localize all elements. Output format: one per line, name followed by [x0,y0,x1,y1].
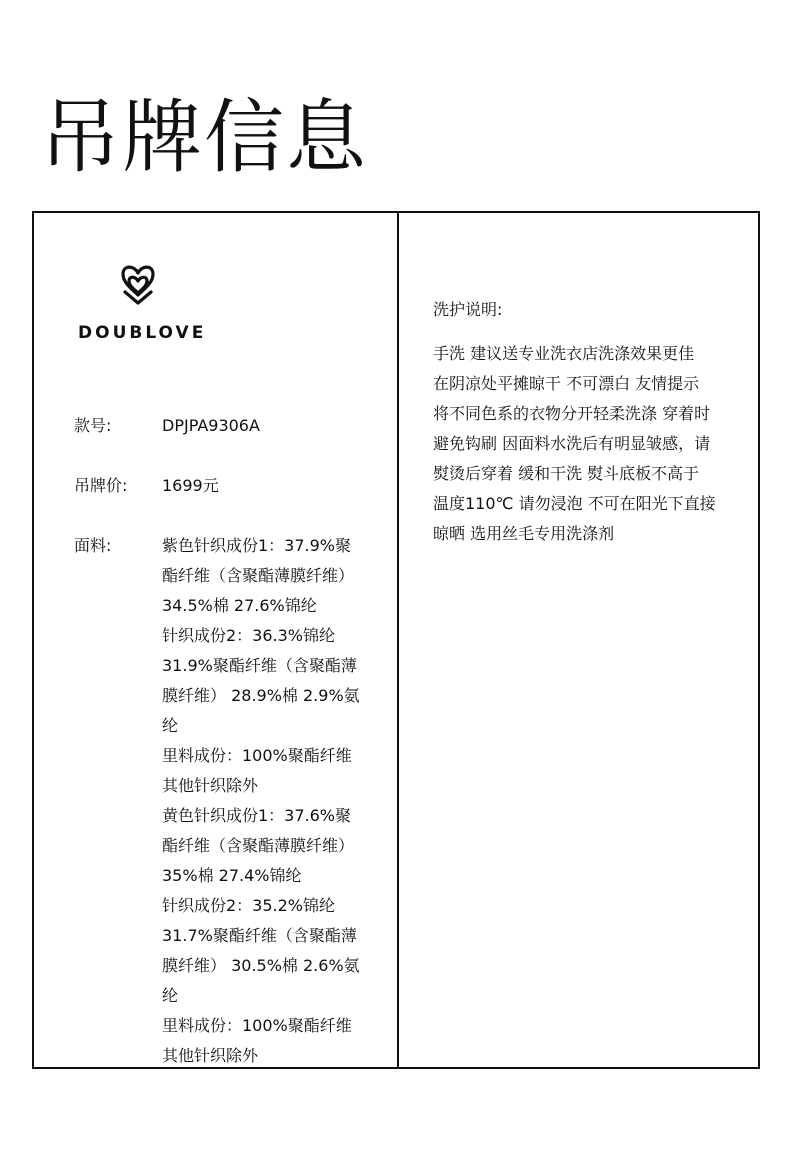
fabric-line: 31.9%聚酯纤维（含聚酯薄 [162,656,357,675]
fabric-line: 针织成份2：36.3%锦纶 [162,626,336,645]
care-instructions [433,339,753,549]
fabric-line: 紫色针织成份1：37.9%聚 [162,536,352,555]
style-no-label: 款号: [74,416,112,435]
fabric-line: 纶 [162,986,179,1005]
care-instructions-column [399,213,758,1067]
fabric-line: 膜纤维） 30.5%棉 2.6%氨 [162,956,360,975]
fabric-composition [162,531,377,1071]
fabric-line: 35%棉 27.4%锦纶 [162,866,302,885]
double-heart-logo-icon [118,259,158,307]
fabric-line: 34.5%棉 27.6%锦纶 [162,596,317,615]
fabric-line: 其他针织除外 [162,1046,259,1065]
brand-logo-text: DOUBLOVE [78,323,207,343]
fabric-line: 酯纤维（含聚酯薄膜纤维） [162,566,355,585]
fabric-line: 里料成份：100%聚酯纤维 [162,746,352,765]
fabric-line: 其他针织除外 [162,776,259,795]
care-line: 将不同色系的衣物分开轻柔洗涤 穿着时 [433,404,711,423]
fabric-line: 酯纤维（含聚酯薄膜纤维） [162,836,355,855]
care-line: 温度110℃ 请勿浸泡 不可在阳光下直接 [433,494,716,513]
page-title: 吊牌信息 [40,91,368,184]
care-heading: 洗护说明: [433,300,503,319]
care-line: 晾晒 选用丝毛专用洗涤剂 [433,524,615,543]
fabric-line: 里料成份：100%聚酯纤维 [162,1016,352,1035]
hang-tag-table [32,211,760,1069]
price-value: 1699元 [162,476,219,495]
care-line: 在阴凉处平摊晾干 不可漂白 友情提示 [433,374,700,393]
price-label: 吊牌价: [74,476,128,495]
care-line: 手洗 建议送专业洗衣店洗涤效果更佳 [433,344,695,363]
fabric-line: 纶 [162,716,179,735]
fabric-label: 面料: [74,536,112,555]
care-line: 熨烫后穿着 缓和干洗 熨斗底板不高于 [433,464,700,483]
care-line: 避免钩刷 因面料水洗后有明显皱感，请 [433,434,711,453]
style-no-value: DPJPA9306A [162,416,260,435]
tag-info-column [34,213,397,1067]
fabric-line: 膜纤维） 28.9%棉 2.9%氨 [162,686,360,705]
fabric-line: 黄色针织成份1：37.6%聚 [162,806,352,825]
fabric-line: 针织成份2：35.2%锦纶 [162,896,336,915]
fabric-line: 31.7%聚酯纤维（含聚酯薄 [162,926,357,945]
